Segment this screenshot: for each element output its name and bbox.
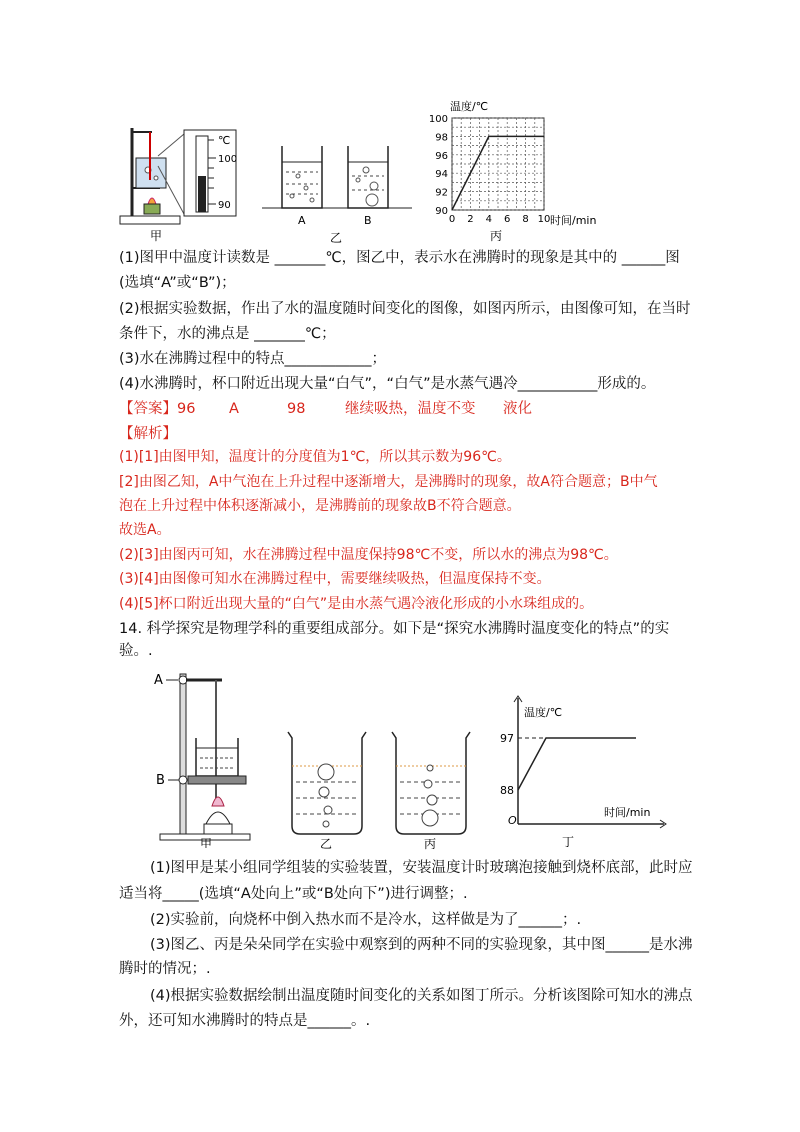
graph2-ylabel: 温度/℃ (524, 706, 563, 719)
q14-p1a: (1)图甲是某小组同学组装的实验装置，安装温度计时玻璃泡接触到烧杯底部，此时应 (150, 860, 693, 876)
answer-label: 【答案】 (119, 401, 177, 417)
graph1-xtick-label: 2 (467, 214, 474, 225)
q14-caption-bing: 丙 (424, 837, 437, 850)
analysis-line: (4)[5]杯口附近出现大量的“白气”是由水蒸气遇冷液化形成的小水珠组成的。 (119, 596, 594, 612)
beaker-a-label: A (298, 214, 306, 227)
answer-value: A (229, 401, 239, 417)
q14-label-a: A (154, 673, 163, 688)
caption-yi: 乙 (330, 231, 343, 245)
figure-yi-beakers (262, 140, 412, 245)
q14-line-2: 验。. (119, 643, 153, 659)
thermo-100-label: 100 (218, 154, 238, 165)
answer-value: 96 (177, 401, 196, 417)
q14-p3a: (3)图乙、丙是朵朵同学在实验中观察到的两种不同的实验现象，其中图______是水沸 (150, 937, 693, 953)
graph1-xtick-label: 10 (537, 214, 551, 225)
thermo-90-label: 90 (218, 200, 231, 211)
graph1-ytick-label: 96 (435, 150, 448, 162)
graph1-xtick-label: 4 (485, 214, 492, 225)
q14-caption-jia: 甲 (200, 837, 213, 848)
q13-line-5: (3)水在沸腾过程中的特点____________； (119, 351, 387, 367)
graph2-y88: 88 (500, 784, 514, 797)
answer-value: 继续吸热，温度不变 (345, 401, 476, 417)
q14-label-b: B (156, 773, 165, 788)
graph2-xlabel: 时间/min (604, 806, 651, 819)
graph1-xtick-label: 6 (504, 214, 511, 225)
q13-line-3: (2)根据实验数据，作出了水的温度随时间变化的图像，如图丙所示，由图像可知，在当时 (119, 301, 691, 317)
q14-p2: (2)实验前，向烧杯中倒入热水而不是冷水，这样做是为了______；. (150, 912, 582, 928)
graph2-y97: 97 (500, 732, 514, 745)
graph2-temperature-line (518, 738, 636, 790)
graph1-ytick-label: 98 (435, 132, 448, 144)
figure-bing-graph (418, 96, 608, 246)
graph2-origin: O (508, 814, 517, 827)
analysis-line: 泡在上升过程中体积逐渐减小，是沸腾前的现象故B不符合题意。 (119, 498, 521, 514)
analysis-line: (3)[4]由图像可知水在沸腾过程中，需要继续吸热，但温度保持不变。 (119, 571, 551, 587)
graph1-ytick-label: 92 (435, 187, 448, 199)
answer-line (119, 399, 532, 419)
q14-p4a: (4)根据实验数据绘制出温度随时间变化的关系如图丁所示。分析该图除可知水的沸点 (150, 988, 693, 1004)
graph1-ytick-label: 90 (435, 206, 448, 217)
analysis-line: [2]由图乙知，A中气泡在上升过程中逐渐增大，是沸腾时的现象，故A符合题意；B中气 (119, 474, 658, 490)
q13-line-6: (4)水沸腾时，杯口附近出现大量“白气”，“白气”是水蒸气遇冷___________形成的。 (119, 376, 656, 392)
analysis-line: (1)[1]由图甲知，温度计的分度值为1℃，所以其示数为96℃。 (119, 449, 511, 465)
caption-jia: 甲 (150, 229, 163, 243)
q14-line-1: 14. 科学探究是物理学科的重要组成部分。如下是“探究水沸腾时温度变化的特点”的实 (119, 621, 670, 637)
answer-value: 液化 (503, 401, 532, 417)
graph1-ytick-label: 94 (435, 169, 448, 181)
q14-p3b: 腾时的情况；. (119, 961, 211, 977)
figure-q14-bing-beaker (386, 728, 476, 850)
q13-line-1: (1)图甲中温度计读数是 _______℃，图乙中，表示水在沸腾时的现象是其中的 ______图 (119, 250, 680, 266)
answer-value: 98 (287, 401, 306, 417)
q13-line-4: 条件下，水的沸点是 _______℃； (119, 326, 336, 342)
beaker-b-label: B (364, 214, 372, 227)
figure-q14-ding-graph (496, 690, 676, 852)
caption-bing: 丙 (490, 229, 503, 243)
analysis-label: 【解析】 (119, 426, 177, 442)
q14-caption-ding: 丁 (562, 835, 575, 849)
analysis-line: (2)[3]由图丙可知，水在沸腾过程中温度保持98℃不变，所以水的沸点为98℃。 (119, 547, 618, 563)
graph1-ytick-label: 100 (428, 114, 448, 125)
q14-caption-yi: 乙 (320, 837, 333, 850)
graph1-xtick-label: 8 (522, 214, 529, 225)
q14-p4b: 外，还可知水沸腾时的特点是______。. (119, 1013, 371, 1029)
graph1-ylabel: 温度/℃ (450, 100, 489, 113)
q13-line-2: (选填“A”或“B”)； (119, 275, 236, 291)
figure-q14-jia-apparatus (150, 668, 260, 848)
figure-q14-yi-beaker (282, 728, 372, 850)
q14-p1b: 适当将_____(选填“A处向上”或“B处向下”)进行调整；. (119, 886, 468, 902)
analysis-line: 故选A。 (119, 522, 171, 538)
graph1-xlabel: 时间/min (550, 214, 597, 227)
graph1-xtick-label: 0 (448, 214, 456, 225)
thermo-unit-label: ℃ (218, 134, 231, 147)
